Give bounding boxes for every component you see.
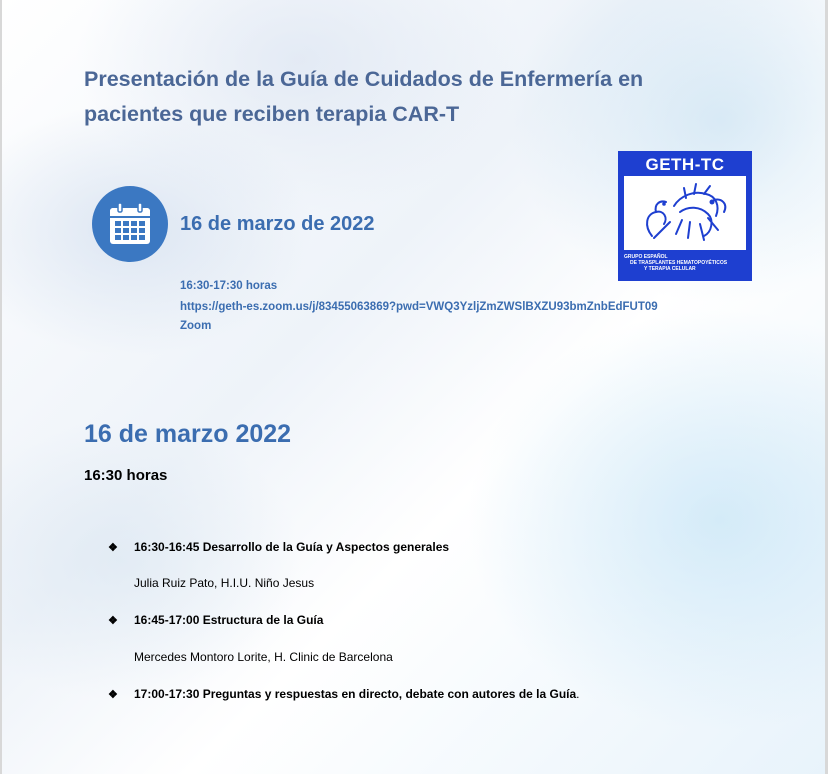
event-title-line1: Presentación de la Guía de Cuidados de Enfermería en [84, 67, 644, 91]
calendar-icon [92, 186, 168, 262]
logo-subtitle-line3: Y TERAPIA CELULAR [644, 266, 696, 272]
diamond-bullet-icon: ❖ [108, 542, 118, 554]
agenda-item-title: 16:45-17:00 Estructura de la Guía [134, 613, 324, 627]
event-title [84, 62, 784, 132]
agenda-item-title: 17:00-17:30 Preguntas y respuestas en directo, debate con autores de la Guía [134, 687, 577, 701]
logo-subtitle [624, 254, 746, 272]
logo-name: GETH-TC [645, 155, 725, 174]
zoom-link[interactable]: https://geth-es.zoom.us/j/83455063869?pwd=VWQ3YzljZmZWSlBXZU93bmZnbEdFUT09 [180, 301, 658, 313]
event-time: 16:30-17:30 horas [180, 280, 278, 292]
event-title-line2: pacientes que reciben terapia CAR-T [84, 102, 460, 126]
agenda-item-speaker: Mercedes Montoro Lorite, H. Clinic de Barcelona [134, 650, 393, 664]
diamond-bullet-icon: ❖ [108, 615, 118, 627]
agenda-date-heading: 16 de marzo 2022 [84, 420, 292, 448]
logo-emblem [624, 176, 746, 250]
geth-tc-logo [618, 151, 752, 281]
logo-subtitle-line1: GRUPO ESPAÑOL [624, 254, 668, 260]
event-date: 16 de marzo de 2022 [180, 213, 375, 235]
agenda-item-title: 16:30-16:45 Desarrollo de la Guía y Aspectos generales [134, 540, 450, 554]
agenda-item-speaker: Julia Ruiz Pato, H.I.U. Niño Jesus [134, 576, 315, 590]
agenda-start-time: 16:30 horas [84, 467, 168, 484]
agenda-item-suffix: . [576, 687, 580, 701]
agenda-item [108, 613, 323, 627]
diamond-bullet-icon: ❖ [108, 689, 118, 701]
page-edge-left [0, 0, 2, 774]
logo-subtitle-line2: DE TRASPLANTES HEMATOPOYÉTICOS [630, 260, 728, 266]
agenda-item [108, 687, 580, 701]
platform-label: Zoom [180, 320, 212, 332]
agenda-item [108, 540, 449, 554]
